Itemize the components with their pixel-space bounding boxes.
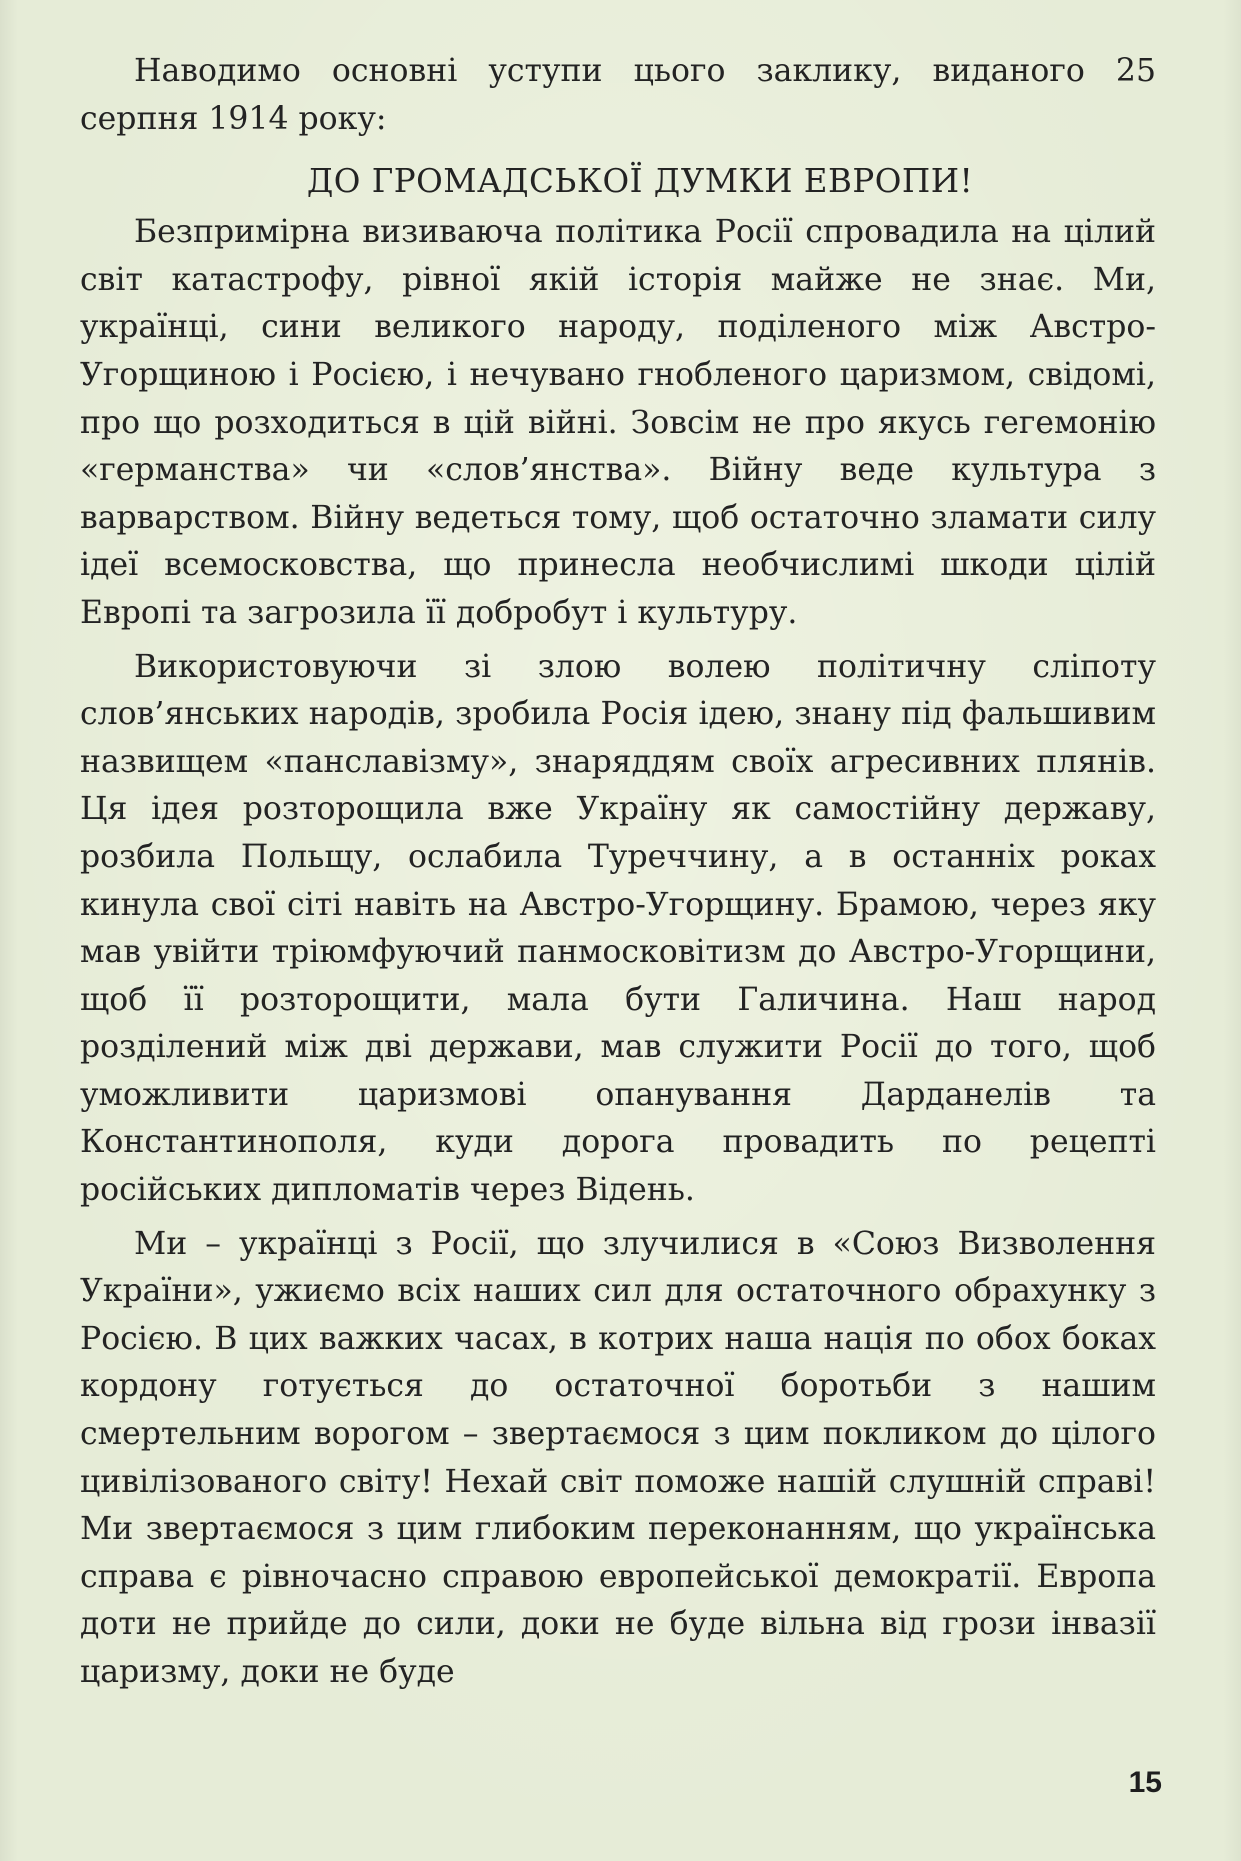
body-paragraph-2: Використовуючи зі злою волею політичну сліпоту слов’янських народів, зробила Росія ідею, знану під фальшивим назвищем «панславізму», знаряддям своїх агресивних плянів. Ця ідея розторощила вже Україну як самостійну державу, розбила Польщу, ослабила Туреччину, а в останніх роках кинула свої сіті навіть на Австро-Угорщину. Брамою, через яку мав увійти тріюмфуючий панмосковітизм до Австро-Угорщини, щоб її розторощити, мала бути Галичина. Наш народ розділений між дві держави, мав служити Росії до того, щоб уможливити царизмові опанування Дарданелів та Константинополя, куди дорога провадить по рецепті російських дипломатів через Відень.	[80, 648, 1156, 1209]
page-body	[80, 48, 1156, 1697]
appeal-heading: ДО ГРОМАДСЬКОЇ ДУМКИ ЕВРОПИ!	[306, 162, 974, 201]
page-number: 15	[1128, 1766, 1162, 1799]
intro-paragraph: Наводимо основні уступи цього заклику, виданого 25 серпня 1914 року:	[80, 53, 1156, 137]
body-paragraph-1: Безпримірна визиваюча політика Росії спровадила на цілий світ катастрофу, рівної якій історія майже не знає. Ми, українці, сини великого народу, поділеного між Австро-Угорщиною і Росією, і нечувано гнобленого царизмом, свідомі, про що розходиться в цій війні. Зовсім не про якусь гегемонію «германства» чи «слов’янства». Війну веде культура з варварством. Війну ведеться тому, щоб остаточно зламати силу ідеї всемосковства, що принесла необчислимі шкоди цілій Европі та загрозила її добробут і культуру.	[80, 214, 1156, 631]
body-paragraph-3: Ми – українці з Росії, що злучилися в «Союз Визволення України», ужиємо всіх наших сил для остаточного обрахунку з Росією. В цих важких часах, в котрих наша нація по обох боках кордону готується до остаточної боротьби з нашим смертельним ворогом – звертаємося з цим покликом до цілого цивілізованого світу! Нехай світ поможе нашій слушній справі! Ми звертаємося з цим глибоким переконанням, що українська справа є рівночасно справою европейської демократії. Европа доти не прийде до сили, доки не буде вільна від грози інвазії царизму, доки не буде	[80, 1225, 1156, 1690]
